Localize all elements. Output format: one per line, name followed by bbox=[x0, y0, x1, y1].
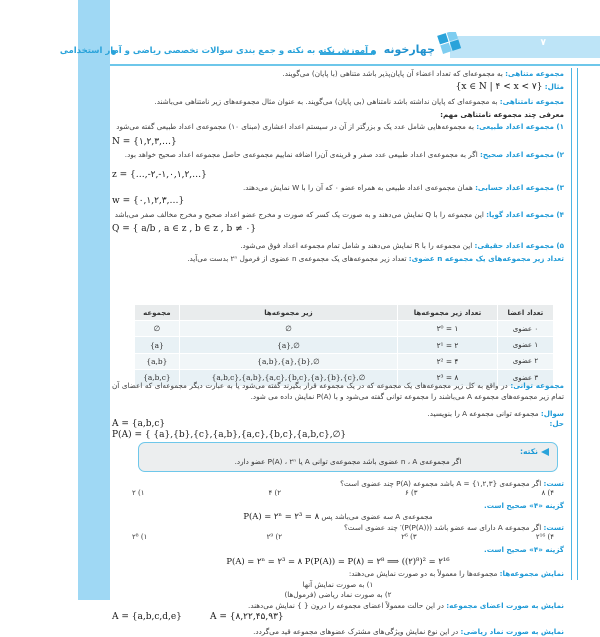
option-2-4[interactable]: ۴) ۲¹⁶ bbox=[535, 533, 554, 541]
para-real bbox=[112, 240, 564, 251]
para-representation bbox=[112, 568, 564, 579]
formula-integers: z = {…,-۲,-۱,۰,۱,۲,…} bbox=[112, 170, 207, 180]
flag-icon bbox=[541, 448, 549, 456]
label-question: سوال: bbox=[540, 409, 564, 418]
option-1-4[interactable]: ۴) ۸ bbox=[541, 489, 554, 497]
option-2-1[interactable]: ۱) ۲⁸ bbox=[132, 533, 148, 541]
question-1 bbox=[112, 478, 564, 489]
table-header-row bbox=[135, 305, 554, 321]
num-real: ۵) bbox=[556, 241, 564, 250]
label-integers: مجموعه اعداد صحیح: bbox=[479, 150, 555, 159]
text-integers: اگر به مجموعه‌ی اعداد طبیعی عدد صفر و قرینه‌ی آن‌را اضافه نماییم مجموعه‌ی حاصل مجموعه اعداد صحیح خواهد بود. bbox=[124, 150, 480, 159]
text-representation: مجموعه‌ها را معمولاً به دو صورت نمایش می‌دهند: bbox=[348, 569, 500, 578]
option-1-1[interactable]: ۱) ۲ bbox=[132, 489, 145, 497]
cell-member-count: ۲ عضوی bbox=[497, 353, 553, 369]
para-math-representation bbox=[112, 626, 564, 637]
text-math-representation: در این نوع نمایش ویژگی‌های مشترک عضوهای مجموعه قید می‌گردد. bbox=[253, 627, 461, 636]
para-infinite-set bbox=[112, 96, 564, 107]
label-infinite-set: مجموعه نامتناهی: bbox=[499, 97, 564, 106]
cell-set: ∅ bbox=[135, 321, 180, 337]
label-whole: مجموعه اعداد حسابی: bbox=[475, 183, 555, 192]
text-question-1: اگر مجموعه‌ی {۱,۲,۳} = A باشد مجموعه P(A) چند عضوی است؟ bbox=[340, 479, 544, 488]
para-power-set bbox=[112, 380, 564, 402]
para-finite-set bbox=[112, 68, 564, 79]
formula-set-A: A = {a,b,c} bbox=[112, 419, 166, 429]
header-bullet-right bbox=[371, 50, 376, 55]
content-right-rail bbox=[571, 68, 578, 580]
option-1-2[interactable]: ۲) ۴ bbox=[268, 489, 281, 497]
option-1-3[interactable]: ۳) ۶ bbox=[405, 489, 418, 497]
text-natural: به مجموعه‌هایی شامل عدد یک و بزرگتر از آن در سیستم اعداد اعشاری (مبنای ۱۰) مجموعه‌ی اعداد طبیعی گفته می‌شود bbox=[116, 122, 477, 131]
formula-whole: w = {۰,۱,۲,۳,…} bbox=[112, 196, 185, 206]
text-whole: همان مجموعه‌ی اعداد طبیعی به همراه عضو ۰ که آن را با W نمایش می‌دهند. bbox=[242, 183, 476, 192]
header-baseline bbox=[110, 64, 600, 66]
text-rational: این مجموعه را با Q نمایش می‌دهند و به صورت یک کسر که صورت و مخرج عضو اعداد صحیح و مخرج مخالف صفر می‌باشد bbox=[114, 210, 487, 219]
label-rational: مجموعه اعداد گویا: bbox=[486, 210, 555, 219]
table-row bbox=[135, 353, 554, 369]
label-solution: حل: bbox=[549, 419, 564, 428]
para-example bbox=[112, 81, 564, 95]
para-integers bbox=[112, 149, 564, 160]
answer-text-2: گزینه «۴» صحیح است. bbox=[484, 545, 564, 554]
cell-subsets: ∅ bbox=[179, 321, 397, 337]
options-question-1 bbox=[110, 489, 572, 497]
text-power-set: در واقع به کل زیر مجموعه‌های یک مجموعه که در یک مجموعه قرار بگیرند گفته می‌شود یا به عبارت دیگر مجموعه‌ای که اعضای آن تمام زیر مجموعه‌های مجموعه A می‌باشند را مجموعه توانی گفته می‌شود و با P(A) نمایش داده می شود. bbox=[112, 381, 564, 402]
num-integers: ۲) bbox=[556, 150, 564, 159]
note-body: اگر مجموعه‌ی n ، A عضوی باشد مجموعه‌ی توانی A یا P(A) ، ۲ⁿ عضو دارد. bbox=[234, 457, 462, 466]
option-2-2[interactable]: ۲) ۲⁹ bbox=[266, 533, 282, 541]
label-natural: مجموعه اعداد طبیعی: bbox=[476, 122, 555, 131]
text-real: این مجموعه را با R نمایش می‌دهند و شامل تمام مجموعه اعداد فوق می‌شود. bbox=[240, 241, 475, 250]
question-2 bbox=[112, 522, 564, 533]
page-content bbox=[110, 68, 572, 636]
text-question-2: اگر مجموعه A دارای سه عضو باشد (P(P(A)))′ چند عضوی است؟ bbox=[343, 523, 544, 532]
table-row bbox=[135, 321, 554, 337]
page-header bbox=[59, 0, 600, 66]
cell-set: {a,b,c} bbox=[135, 370, 180, 386]
tag-test-2: تست: bbox=[543, 523, 564, 532]
cell-member-count: ۳ عضوی bbox=[497, 370, 553, 386]
th-set: مجموعه bbox=[135, 305, 180, 321]
work-formula-1: P(A) = ۲ⁿ = ۲³ = ۸ bbox=[243, 511, 320, 521]
formula-members-ex2: A = {۸,۲۲,۴۵,۹۳} bbox=[210, 612, 284, 622]
text-members-representation: در این حالت معمولاً اعضای مجموعه را درون { } نمایش می‌دهند. bbox=[248, 601, 447, 610]
brand-logo bbox=[373, 36, 465, 60]
label-representation: نمایش مجموعه‌ها: bbox=[499, 569, 564, 578]
num-whole: ۳) bbox=[556, 183, 564, 192]
left-margin-bar bbox=[78, 0, 110, 600]
label-math-representation: نمایش به صورت نماد ریاضی: bbox=[460, 627, 564, 636]
option-2-3[interactable]: ۳) ۲⁶ bbox=[401, 533, 417, 541]
text-question: مجموعه توانی مجموعه A را بنویسید. bbox=[427, 409, 541, 418]
cell-set: {a,b} bbox=[135, 353, 180, 369]
cell-member-count: ۱ عضوی bbox=[497, 337, 553, 353]
label-members-representation: نمایش به صورت اعضای مجموعه: bbox=[446, 601, 564, 610]
heading-important-sets: معرفی چند مجموعه نامتناهی مهم: bbox=[440, 110, 564, 119]
formula-example: {x ∈ N | ۴ < x < ۷} bbox=[455, 82, 543, 92]
tag-test-1: تست: bbox=[543, 479, 564, 488]
num-rational: ۴) bbox=[556, 210, 564, 219]
text-subset-count: تعداد زیر مجموعه‌های یک مجموعه‌ی n عضوی از فرمول ۲ⁿ بدست می‌آید. bbox=[187, 254, 409, 263]
para-natural-numbers bbox=[112, 121, 564, 132]
cell-set: {a} bbox=[135, 337, 180, 353]
answer-2 bbox=[112, 544, 564, 555]
para-members-representation bbox=[112, 600, 564, 611]
table-row bbox=[135, 337, 554, 353]
cell-subsets: {a},∅ bbox=[179, 337, 397, 353]
label-real: مجموعه اعداد حقیقی: bbox=[474, 241, 555, 250]
answer-text-1: گزینه «۴» صحیح است. bbox=[484, 501, 564, 510]
formula-natural: N = {۱,۲,۳,…} bbox=[112, 137, 177, 147]
label-example: مثال: bbox=[544, 82, 564, 91]
work-prefix-1: مجموعه‌ی A سه عضوی می‌باشد پس bbox=[321, 512, 433, 521]
cell-subset-count: ۲³ = ۸ bbox=[398, 370, 498, 386]
para-rational bbox=[112, 209, 564, 220]
para-subset-count bbox=[112, 253, 564, 264]
note-title-row bbox=[147, 447, 549, 456]
options-question-2 bbox=[110, 533, 572, 541]
subsets-table-wrap bbox=[134, 304, 554, 387]
brand-name: چهارخونه bbox=[383, 43, 435, 56]
th-subsets: زیر مجموعه‌ها bbox=[179, 305, 397, 321]
header-tab-shape bbox=[450, 36, 600, 58]
work-formula-2: P(A) = ۲ⁿ = ۲³ = ۸ P(P(A)) = P(۸) = ۲⁸ ⟹ ((۲)⁸)² = ۲¹⁶ bbox=[226, 556, 450, 566]
note-title-text: نکته: bbox=[519, 447, 538, 456]
note-box bbox=[138, 442, 558, 472]
label-finite-set: مجموعه متناهی: bbox=[505, 69, 564, 78]
num-natural: ۱) bbox=[556, 122, 564, 131]
cell-subsets: {a,b,c},{a,b},{a,c},{b,c},{a},{b},{c},∅ bbox=[179, 370, 397, 386]
subsets-table bbox=[134, 304, 554, 387]
th-member-count: تعداد اعضا bbox=[497, 305, 553, 321]
rep-item-2: ۲) به صورت نماد ریاضی (فرمول‌ها) bbox=[284, 590, 392, 599]
text-infinite-set: به مجموعه‌ای که پایان نداشته باشد نامتناهی (بی پایان) می‌گویند. به عنوان مثال مجموعه‌های زیر نامتناهی می‌باشند. bbox=[154, 97, 500, 106]
cell-member-count: ۰ عضوی bbox=[497, 321, 553, 337]
header-subtitle: آموزش نکته به نکته و جمع بندی سوالات تخصصی ریاضی و آمار استخدامی bbox=[59, 46, 368, 56]
cell-subset-count: ۲⁰ = ۱ bbox=[398, 321, 498, 337]
formula-power-set-A: P(A) = { {a},{b},{c},{a,b},{a,c},{b,c},{a,b,c},∅} bbox=[112, 430, 347, 440]
cell-subset-count: ۲¹ = ۲ bbox=[398, 337, 498, 353]
page-number: ۷ bbox=[540, 38, 546, 48]
cell-subset-count: ۲² = ۴ bbox=[398, 353, 498, 369]
th-subset-count: تعداد زیر مجموعه‌ها bbox=[398, 305, 498, 321]
formula-rational: Q = { a/b , a ∈ z , b ∈ z , b ≠ ۰} bbox=[112, 224, 257, 234]
rep-item-1: ۱) به صورت نمایش آنها bbox=[302, 580, 374, 589]
label-subset-count: تعداد زیر مجموعه‌های یک مجموعه n عضوی: bbox=[408, 254, 564, 263]
label-power-set: مجموعه توانی: bbox=[510, 381, 564, 390]
text-finite-set: به مجموعه‌ای که تعداد اعضاء آن پایان‌پذیر باشد متناهی (با پایان) می‌گویند. bbox=[282, 69, 506, 78]
cell-subsets: {a,b},{a},{b},∅ bbox=[179, 353, 397, 369]
para-whole-numbers bbox=[112, 182, 564, 193]
formula-members-ex1: A = {a,b,c,d,e} bbox=[112, 612, 182, 622]
